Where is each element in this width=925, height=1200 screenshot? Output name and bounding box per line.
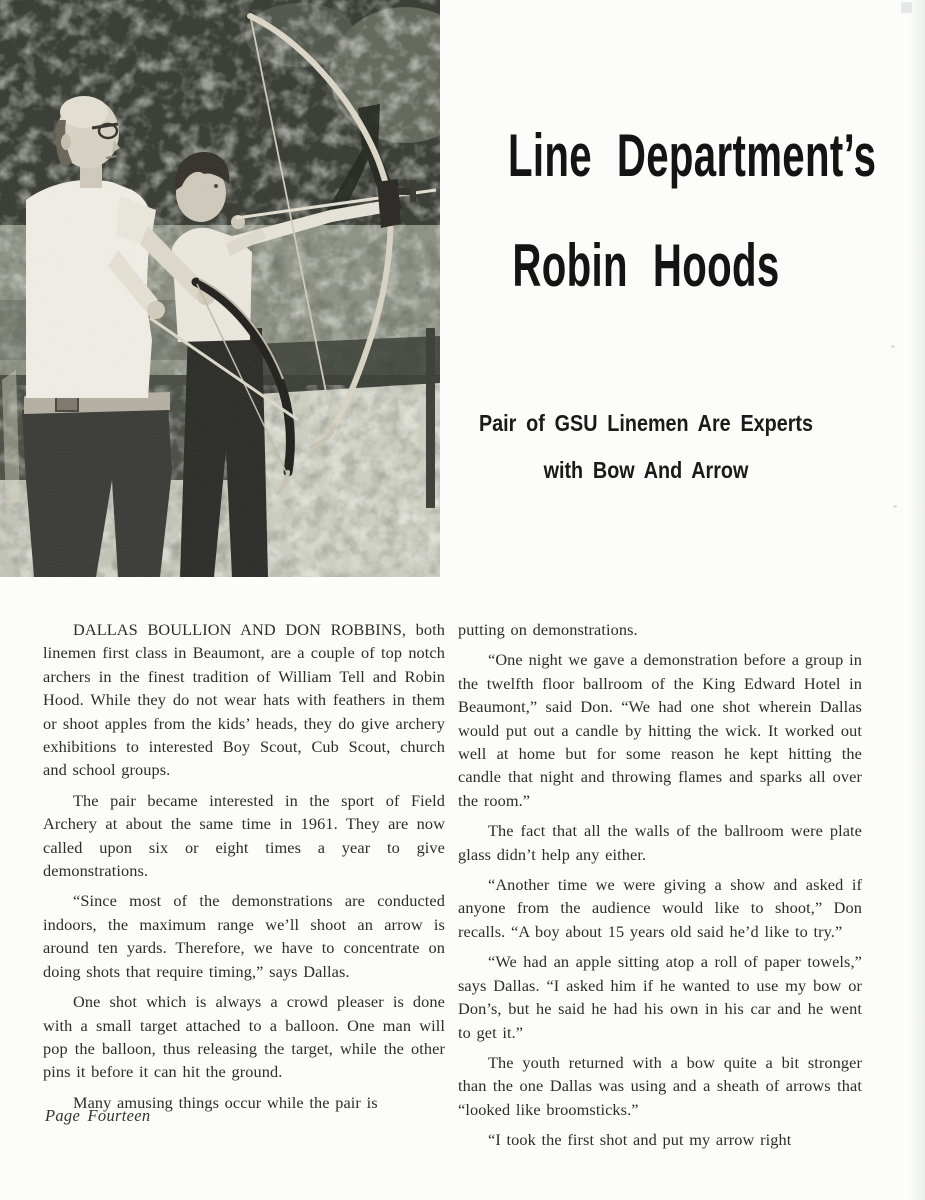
article-paragraph: putting on demonstrations. (458, 620, 638, 639)
article-column-right (458, 618, 862, 1159)
subhead-line-1: Pair of GSU Linemen Are Experts (478, 410, 814, 436)
headline-line-2: Robin Hoods (512, 232, 780, 299)
article-paragraph: The pair became interested in the sport of Field Archery at about the same time in 1961. They are now called upon six or eight times a year to give demonstrations. (43, 790, 445, 881)
article-column-left (43, 618, 445, 1121)
footer-page-number: Page Fourteen (45, 1106, 151, 1125)
archery-photo (0, 0, 440, 577)
article-paragraph: One shot which is always a crowd pleaser is done with a small target attached to a balloon. One man will pop the balloon, thus releasing the target, while the other pins it before it can hit the ground. (43, 992, 445, 1082)
article-paragraph: The youth returned with a bow quite a bit stronger than the one Dallas was using and a sheath of arrows that “looked like broomsticks.” (458, 1052, 862, 1119)
article-paragraph: “I took the first shot and put my arrow right (488, 1130, 792, 1150)
scan-artifact (901, 2, 912, 13)
article-paragraph: “One night we gave a demonstration before a group in the twelfth floor ballroom of the King Edward Hotel in Beaumont,” said Don. “We had one shot wherein Dallas would put out a candle by hitting the wick. It worked out well at home but for some reason he kept hitting the candle that night and throwing flames and sparks all over the room.” (458, 650, 862, 810)
article-headline (440, 122, 877, 299)
article-subhead (440, 400, 852, 494)
subhead-line-2: with Bow And Arrow (543, 457, 749, 483)
scan-speck (893, 505, 897, 508)
page-edge-shading (909, 0, 925, 1200)
scan-speck (891, 345, 895, 348)
article-paragraph: “We had an apple sitting atop a roll of paper towels,” says Dallas. “I asked him if he wanted to use my bow or Don’s, but he said he had his own in his car and he went to get it.” (458, 952, 862, 1042)
article-paragraph: “Since most of the demonstrations are conducted indoors, the maximum range we’ll shoot an arrow is around ten yards. Therefore, we have to concentrate on doing shots that require timing,” says Dallas. (43, 891, 445, 981)
article-paragraph: DALLAS BOULLION AND DON ROBBINS, both linemen first class in Beaumont, are a couple of top notch archers in the finest tradition of William Tell and Robin Hood. While they do not wear hats with feathers in them or shoot apples from the kids’ heads, they do give archery exhibitions to interested Boy Scout, Cub Scout, church and school groups. (43, 620, 445, 780)
article-paragraph: “Another time we were giving a show and asked if anyone from the audience would like to shoot,” Don recalls. “A boy about 15 years old said he’d like to try.” (458, 875, 862, 941)
article-paragraph: Many amusing things occur while the pair is (73, 1092, 378, 1112)
article-paragraph: The fact that all the walls of the ballroom were plate glass didn’t help any either. (458, 821, 862, 864)
headline-line-1: Line Department’s (507, 122, 877, 189)
